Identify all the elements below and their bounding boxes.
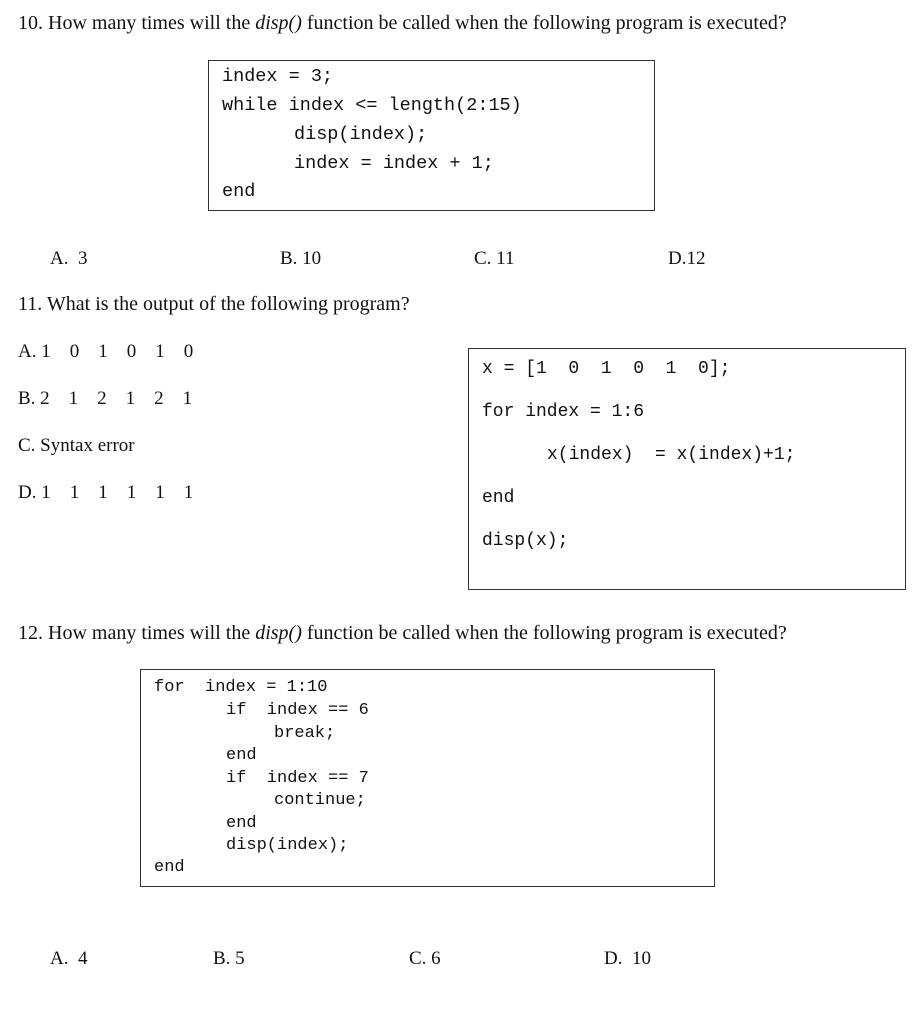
code-line: index = index + 1; — [294, 153, 494, 174]
option-d: D. 10 — [604, 948, 651, 969]
code-line: disp(index); — [226, 836, 349, 855]
question-text: function be called when the following program is executed? — [306, 622, 787, 644]
code-line: end — [226, 746, 257, 765]
option-b: B. 5 — [213, 948, 245, 969]
code-line: if index == 7 — [226, 769, 369, 788]
code-line: end — [482, 488, 515, 508]
option-c: C. 6 — [409, 948, 441, 969]
code-line: x = [1 0 1 0 1 0]; — [482, 359, 731, 379]
code-box-q10 — [208, 60, 655, 211]
code-line: end — [222, 181, 256, 202]
option-b: B. 10 — [280, 248, 322, 269]
code-line: x(index) = x(index)+1; — [547, 445, 796, 465]
function-name: disp() — [255, 12, 302, 34]
question-number: 12. — [18, 622, 43, 644]
question-11: 11. What is the output of the following program? — [18, 293, 410, 315]
code-box-q12 — [140, 669, 715, 887]
option-a: A. 3 — [50, 248, 88, 269]
question-text: function be called when the following program is executed? — [306, 12, 787, 34]
code-line: for index = 1:6 — [482, 402, 645, 422]
code-line: end — [154, 858, 185, 877]
option-a: A. 1 0 1 0 1 0 — [18, 341, 194, 362]
question-12 — [18, 622, 787, 645]
question-text: How many times will the — [48, 622, 251, 644]
question-text: How many times will the — [48, 12, 251, 34]
code-box-q11 — [468, 348, 906, 590]
code-line: while index <= length(2:15) — [222, 95, 522, 116]
option-c: C. 11 — [474, 248, 515, 269]
option-c: C. Syntax error — [18, 435, 135, 456]
code-line: if index == 6 — [226, 701, 369, 720]
code-line: disp(x); — [482, 531, 569, 551]
option-d: D. 1 1 1 1 1 1 — [18, 482, 194, 503]
code-line: for index = 1:10 — [154, 678, 328, 697]
question-number: 10. — [18, 12, 43, 34]
function-name: disp() — [255, 622, 302, 644]
code-line: index = 3; — [222, 66, 334, 87]
code-line: continue; — [274, 791, 366, 810]
code-line: disp(index); — [294, 124, 428, 145]
code-line: break; — [274, 724, 336, 743]
option-b: B. 2 1 2 1 2 1 — [18, 388, 193, 409]
option-a: A. 4 — [50, 948, 88, 969]
option-d: D.12 — [668, 248, 706, 269]
question-10 — [18, 12, 787, 35]
code-line: end — [226, 814, 257, 833]
